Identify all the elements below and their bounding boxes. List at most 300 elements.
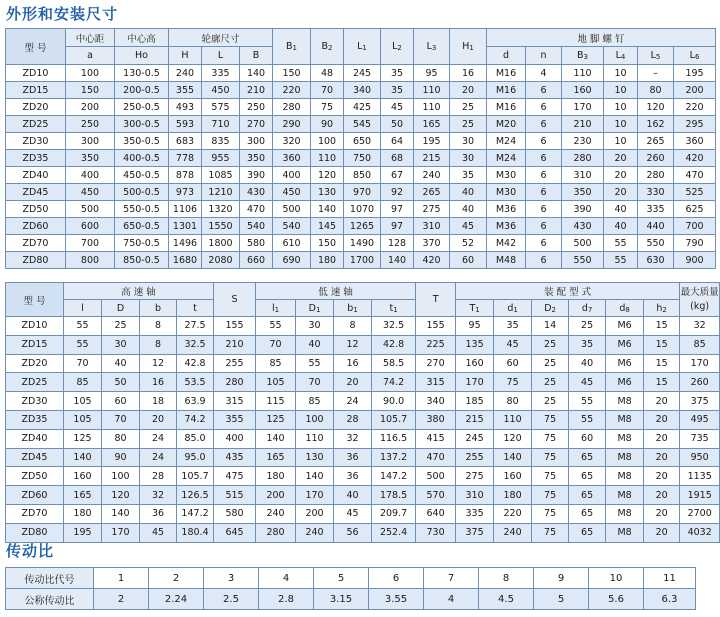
value-cell: 180 [256, 467, 296, 486]
value-cell: M6 [606, 317, 644, 336]
value-cell: 295 [674, 116, 716, 133]
value-cell: 8 [334, 317, 372, 336]
value-cell: 170 [296, 486, 334, 505]
value-cell: 15 [644, 335, 680, 354]
value-cell: 12 [334, 335, 372, 354]
value-cell: 85 [680, 335, 720, 354]
value-cell: 70 [311, 82, 344, 99]
value-cell: 6 [526, 150, 562, 167]
value-cell: 700 [674, 218, 716, 235]
value-cell: 240 [256, 504, 296, 523]
value-cell: 435 [214, 448, 256, 467]
value-cell: 95 [456, 317, 494, 336]
value-cell: 135 [456, 335, 494, 354]
value-cell: 150 [311, 235, 344, 252]
value-cell: 260 [680, 373, 720, 392]
value-cell: M6 [606, 354, 644, 373]
value-cell: 450-0.5 [115, 167, 169, 184]
dimensions-table-row [6, 133, 716, 150]
value-cell: 28 [334, 410, 372, 429]
value-cell: 1915 [680, 486, 720, 505]
value-cell: 40 [450, 201, 487, 218]
value-cell: 335 [202, 65, 240, 82]
value-cell: 137.2 [372, 448, 416, 467]
value-cell: 250 [66, 116, 115, 133]
value-cell: 42.8 [177, 354, 214, 373]
value-cell: 24 [334, 392, 372, 411]
value-cell: 6 [526, 133, 562, 150]
dimensions-table [5, 28, 716, 269]
value-cell: 220 [674, 99, 716, 116]
value-cell: 10 [604, 99, 638, 116]
value-cell: 147.2 [177, 504, 214, 523]
value-cell: 245 [456, 429, 494, 448]
value-cell: 390 [562, 201, 604, 218]
value-cell: 390 [240, 167, 273, 184]
value-cell: 280 [273, 99, 311, 116]
value-cell: 90 [311, 116, 344, 133]
value-cell: 160 [494, 467, 532, 486]
value-cell: 30 [296, 317, 334, 336]
value-cell: 500 [416, 467, 456, 486]
header-high-speed-shaft: 高 速 轴 [64, 283, 214, 300]
value-cell: 1550 [202, 218, 240, 235]
value-cell: 1085 [202, 167, 240, 184]
ratio-value-cell: 5.6 [589, 589, 644, 610]
value-cell: 15 [644, 317, 680, 336]
value-cell: 140 [381, 252, 414, 269]
value-cell: 40 [450, 184, 487, 201]
value-cell: 97 [381, 201, 414, 218]
value-cell: 110 [414, 99, 450, 116]
header-d2-upper: D2 [532, 300, 569, 317]
ratio-code-label: 传动比代号 [6, 568, 94, 589]
value-cell: 200 [674, 82, 716, 99]
value-cell: M24 [487, 133, 526, 150]
value-cell: 240 [414, 167, 450, 184]
value-cell: 955 [202, 150, 240, 167]
value-cell: M8 [606, 392, 644, 411]
value-cell: 130 [311, 184, 344, 201]
value-cell: 180 [494, 486, 532, 505]
value-cell: 6 [526, 82, 562, 99]
dimensions-table-row [6, 235, 716, 252]
value-cell: 6 [526, 201, 562, 218]
value-cell: M30 [487, 184, 526, 201]
value-cell: 500-0.5 [115, 184, 169, 201]
value-cell: 340 [416, 392, 456, 411]
value-cell: 180 [311, 252, 344, 269]
value-cell: 64 [381, 133, 414, 150]
header-h2-small: h2 [644, 300, 680, 317]
shaft-table-row [6, 410, 720, 429]
value-cell: 310 [456, 486, 494, 505]
value-cell: 252.4 [372, 523, 416, 542]
value-cell: 48 [311, 65, 344, 82]
model-cell: ZD80 [6, 252, 66, 269]
value-cell: 245 [344, 65, 381, 82]
value-cell: 80 [494, 392, 532, 411]
model-cell: ZD60 [6, 486, 64, 505]
value-cell: 160 [456, 354, 494, 373]
value-cell: 270 [416, 354, 456, 373]
value-cell: 1800 [202, 235, 240, 252]
value-cell: 593 [169, 116, 202, 133]
value-cell: 1490 [344, 235, 381, 252]
value-cell: 85 [64, 373, 102, 392]
value-cell: 350 [66, 150, 115, 167]
value-cell: 500 [562, 235, 604, 252]
value-cell: M42 [487, 235, 526, 252]
header-b1-small: b1 [334, 300, 372, 317]
value-cell: 60 [102, 392, 140, 411]
value-cell: 420 [674, 150, 716, 167]
value-cell: 90.0 [372, 392, 416, 411]
shaft-table-row [6, 448, 720, 467]
value-cell: 55 [604, 252, 638, 269]
value-cell: 350 [562, 184, 604, 201]
value-cell: 280 [214, 373, 256, 392]
value-cell: 75 [532, 467, 569, 486]
model-cell: ZD20 [6, 99, 66, 116]
value-cell: 20 [604, 167, 638, 184]
value-cell: 1265 [344, 218, 381, 235]
value-cell: 8 [140, 335, 177, 354]
value-cell: 75 [532, 410, 569, 429]
value-cell: 170 [456, 373, 494, 392]
ratio-value-cell: 2.8 [259, 589, 314, 610]
header-l5: L5 [638, 47, 674, 65]
value-cell: 240 [296, 523, 334, 542]
value-cell: 45 [381, 99, 414, 116]
header-b1: B1 [273, 29, 311, 65]
value-cell: 25 [532, 354, 569, 373]
value-cell: M16 [487, 65, 526, 82]
value-cell: 105 [64, 392, 102, 411]
value-cell: 125 [64, 429, 102, 448]
shaft-table-row [6, 317, 720, 336]
value-cell: 200-0.5 [115, 82, 169, 99]
value-cell: 580 [240, 235, 273, 252]
value-cell: 340 [344, 82, 381, 99]
value-cell: 75 [311, 99, 344, 116]
value-cell: 28 [140, 467, 177, 486]
dimensions-table-row [6, 116, 716, 133]
value-cell: 550 [638, 235, 674, 252]
value-cell: 32.5 [372, 317, 416, 336]
max-weight-unit: (kg) [690, 300, 710, 312]
value-cell: 6 [526, 252, 562, 269]
value-cell: 735 [680, 429, 720, 448]
model-cell: ZD40 [6, 167, 66, 184]
value-cell: 126.5 [177, 486, 214, 505]
value-cell: 210 [240, 82, 273, 99]
value-cell: 97 [381, 218, 414, 235]
value-cell: 20 [604, 184, 638, 201]
model-cell: ZD30 [6, 133, 66, 150]
header-l2: L2 [381, 29, 414, 65]
dimensions-table-row [6, 99, 716, 116]
model-cell: ZD80 [6, 523, 64, 542]
value-cell: 660 [240, 252, 273, 269]
header-t1-small: t1 [372, 300, 416, 317]
dimensions-table-row [6, 150, 716, 167]
value-cell: M36 [487, 201, 526, 218]
value-cell: 100 [66, 65, 115, 82]
value-cell: 16 [450, 65, 487, 82]
value-cell: 35 [381, 65, 414, 82]
ratio-code-cell: 6 [369, 568, 424, 589]
value-cell: M6 [606, 335, 644, 354]
value-cell: 60 [450, 252, 487, 269]
header-b-small: b [140, 300, 177, 317]
dimensions-table-row [6, 167, 716, 184]
value-cell: 310 [414, 218, 450, 235]
value-cell: 178.5 [372, 486, 416, 505]
value-cell: 878 [169, 167, 202, 184]
header-anchor-bolts: 地 脚 螺 钉 [487, 29, 716, 47]
value-cell: 640 [416, 504, 456, 523]
ratio-code-row [6, 568, 696, 589]
ratio-value-cell: 5 [534, 589, 589, 610]
value-cell: 162 [638, 116, 674, 133]
value-cell: M8 [606, 486, 644, 505]
value-cell: 1700 [344, 252, 381, 269]
value-cell: 625 [674, 201, 716, 218]
value-cell: 170 [102, 523, 140, 542]
value-cell: 290 [273, 116, 311, 133]
model-cell: ZD35 [6, 410, 64, 429]
header-t-small: t [177, 300, 214, 317]
value-cell: 20 [140, 410, 177, 429]
value-cell: 147.2 [372, 467, 416, 486]
model-cell: ZD35 [6, 150, 66, 167]
value-cell: 32 [140, 486, 177, 505]
value-cell: 195 [674, 65, 716, 82]
ratio-code-cell: 2 [149, 568, 204, 589]
header-l6: L6 [674, 47, 716, 65]
value-cell: M48 [487, 252, 526, 269]
value-cell: 140 [296, 467, 334, 486]
value-cell: 280 [256, 523, 296, 542]
ratio-code-cell: 3 [204, 568, 259, 589]
value-cell: 430 [562, 218, 604, 235]
value-cell: 430 [240, 184, 273, 201]
value-cell: 500 [66, 201, 115, 218]
ratio-code-cell: 11 [644, 568, 696, 589]
value-cell: 800 [66, 252, 115, 269]
value-cell: 220 [494, 504, 532, 523]
value-cell: 493 [169, 99, 202, 116]
value-cell: 973 [169, 184, 202, 201]
value-cell: 20 [644, 392, 680, 411]
value-cell: M8 [606, 429, 644, 448]
value-cell: M8 [606, 467, 644, 486]
value-cell: 15 [644, 373, 680, 392]
model-cell: ZD15 [6, 82, 66, 99]
value-cell: 75 [532, 486, 569, 505]
value-cell: 15 [644, 354, 680, 373]
dimensions-table-row [6, 252, 716, 269]
value-cell: 116.5 [372, 429, 416, 448]
header-center-height: 中心高 [115, 29, 169, 47]
value-cell: 140 [102, 504, 140, 523]
value-cell: 200 [66, 99, 115, 116]
value-cell: 970 [344, 184, 381, 201]
value-cell: 75 [532, 523, 569, 542]
value-cell: 850 [344, 167, 381, 184]
value-cell: 50 [102, 373, 140, 392]
value-cell: 683 [169, 133, 202, 150]
value-cell: 65 [569, 486, 606, 505]
value-cell: 350-0.5 [115, 133, 169, 150]
value-cell: 400-0.5 [115, 150, 169, 167]
header-model-2: 型 号 [6, 283, 64, 317]
value-cell: 125 [256, 410, 296, 429]
value-cell: 330 [638, 184, 674, 201]
header-model: 型 号 [6, 29, 66, 65]
value-cell: 1106 [169, 201, 202, 218]
value-cell: 24 [140, 448, 177, 467]
value-cell: – [638, 65, 674, 82]
section-title-ratio: 传动比 [6, 542, 55, 560]
header-a: a [66, 47, 115, 65]
value-cell: 35 [494, 317, 532, 336]
value-cell: 495 [680, 410, 720, 429]
shaft-table-row [6, 373, 720, 392]
value-cell: 275 [414, 201, 450, 218]
ratio-value-cell: 3.55 [369, 589, 424, 610]
value-cell: 425 [344, 99, 381, 116]
value-cell: 55 [64, 335, 102, 354]
value-cell: 360 [273, 150, 311, 167]
value-cell: 55 [64, 317, 102, 336]
model-cell: ZD20 [6, 354, 64, 373]
value-cell: 195 [414, 133, 450, 150]
value-cell: M24 [487, 150, 526, 167]
value-cell: 120 [311, 167, 344, 184]
value-cell: 20 [644, 429, 680, 448]
value-cell: 275 [456, 467, 494, 486]
value-cell: M8 [606, 410, 644, 429]
ratio-value-cell: 2 [94, 589, 149, 610]
value-cell: M16 [487, 82, 526, 99]
ratio-code-cell: 4 [259, 568, 314, 589]
dimensions-table-row [6, 82, 716, 99]
value-cell: 6 [526, 116, 562, 133]
value-cell: 350 [240, 150, 273, 167]
value-cell: 130 [296, 448, 334, 467]
value-cell: 165 [256, 448, 296, 467]
value-cell: 110 [494, 410, 532, 429]
value-cell: M20 [487, 116, 526, 133]
value-cell: 105.7 [372, 410, 416, 429]
value-cell: 100 [311, 133, 344, 150]
value-cell: 1320 [202, 201, 240, 218]
value-cell: 55 [569, 410, 606, 429]
value-cell: 16 [334, 354, 372, 373]
value-cell: 470 [240, 201, 273, 218]
value-cell: 70 [64, 354, 102, 373]
value-cell: 250-0.5 [115, 99, 169, 116]
ratio-code-cell: 10 [589, 568, 644, 589]
value-cell: 215 [414, 150, 450, 167]
value-cell: 200 [256, 486, 296, 505]
value-cell: 32.5 [177, 335, 214, 354]
value-cell: 20 [644, 504, 680, 523]
value-cell: 250 [240, 99, 273, 116]
value-cell: 835 [202, 133, 240, 150]
value-cell: 230 [562, 133, 604, 150]
value-cell: 209.7 [372, 504, 416, 523]
value-cell: 6 [526, 218, 562, 235]
model-cell: ZD40 [6, 429, 64, 448]
value-cell: 45 [334, 504, 372, 523]
value-cell: 500 [273, 201, 311, 218]
value-cell: 6 [526, 235, 562, 252]
value-cell: 630 [638, 252, 674, 269]
value-cell: 400 [66, 167, 115, 184]
value-cell: 20 [450, 82, 487, 99]
value-cell: 20 [644, 523, 680, 542]
value-cell: 25 [532, 373, 569, 392]
value-cell: 210 [562, 116, 604, 133]
value-cell: 1680 [169, 252, 202, 269]
value-cell: 110 [296, 429, 334, 448]
value-cell: 90 [102, 448, 140, 467]
value-cell: 400 [214, 429, 256, 448]
value-cell: 1301 [169, 218, 202, 235]
shaft-table-row [6, 429, 720, 448]
header-ho: Ho [115, 47, 169, 65]
value-cell: 140 [256, 429, 296, 448]
model-cell: ZD10 [6, 65, 66, 82]
value-cell: M30 [487, 167, 526, 184]
value-cell: 255 [214, 354, 256, 373]
value-cell: 40 [334, 486, 372, 505]
value-cell: 1496 [169, 235, 202, 252]
value-cell: 140 [64, 448, 102, 467]
value-cell: 53.5 [177, 373, 214, 392]
value-cell: 63.9 [177, 392, 214, 411]
value-cell: 95.0 [177, 448, 214, 467]
value-cell: 610 [273, 235, 311, 252]
value-cell: 160 [64, 467, 102, 486]
value-cell: 180 [64, 504, 102, 523]
value-cell: 45 [140, 523, 177, 542]
value-cell: 470 [416, 448, 456, 467]
model-cell: ZD70 [6, 235, 66, 252]
value-cell: 370 [414, 235, 450, 252]
model-cell: ZD25 [6, 116, 66, 133]
value-cell: 155 [416, 317, 456, 336]
model-cell: ZD70 [6, 504, 64, 523]
shaft-table-row [6, 504, 720, 523]
value-cell: 12 [140, 354, 177, 373]
value-cell: 750-0.5 [115, 235, 169, 252]
value-cell: 100 [296, 410, 334, 429]
ratio-table [5, 567, 696, 610]
value-cell: 75 [494, 373, 532, 392]
value-cell: 75 [532, 504, 569, 523]
value-cell: 320 [273, 133, 311, 150]
shaft-table-row [6, 486, 720, 505]
value-cell: 750 [344, 150, 381, 167]
shaft-assembly-table [5, 282, 720, 543]
value-cell: 110 [562, 65, 604, 82]
value-cell: 850-0.5 [115, 252, 169, 269]
value-cell: 400 [273, 167, 311, 184]
